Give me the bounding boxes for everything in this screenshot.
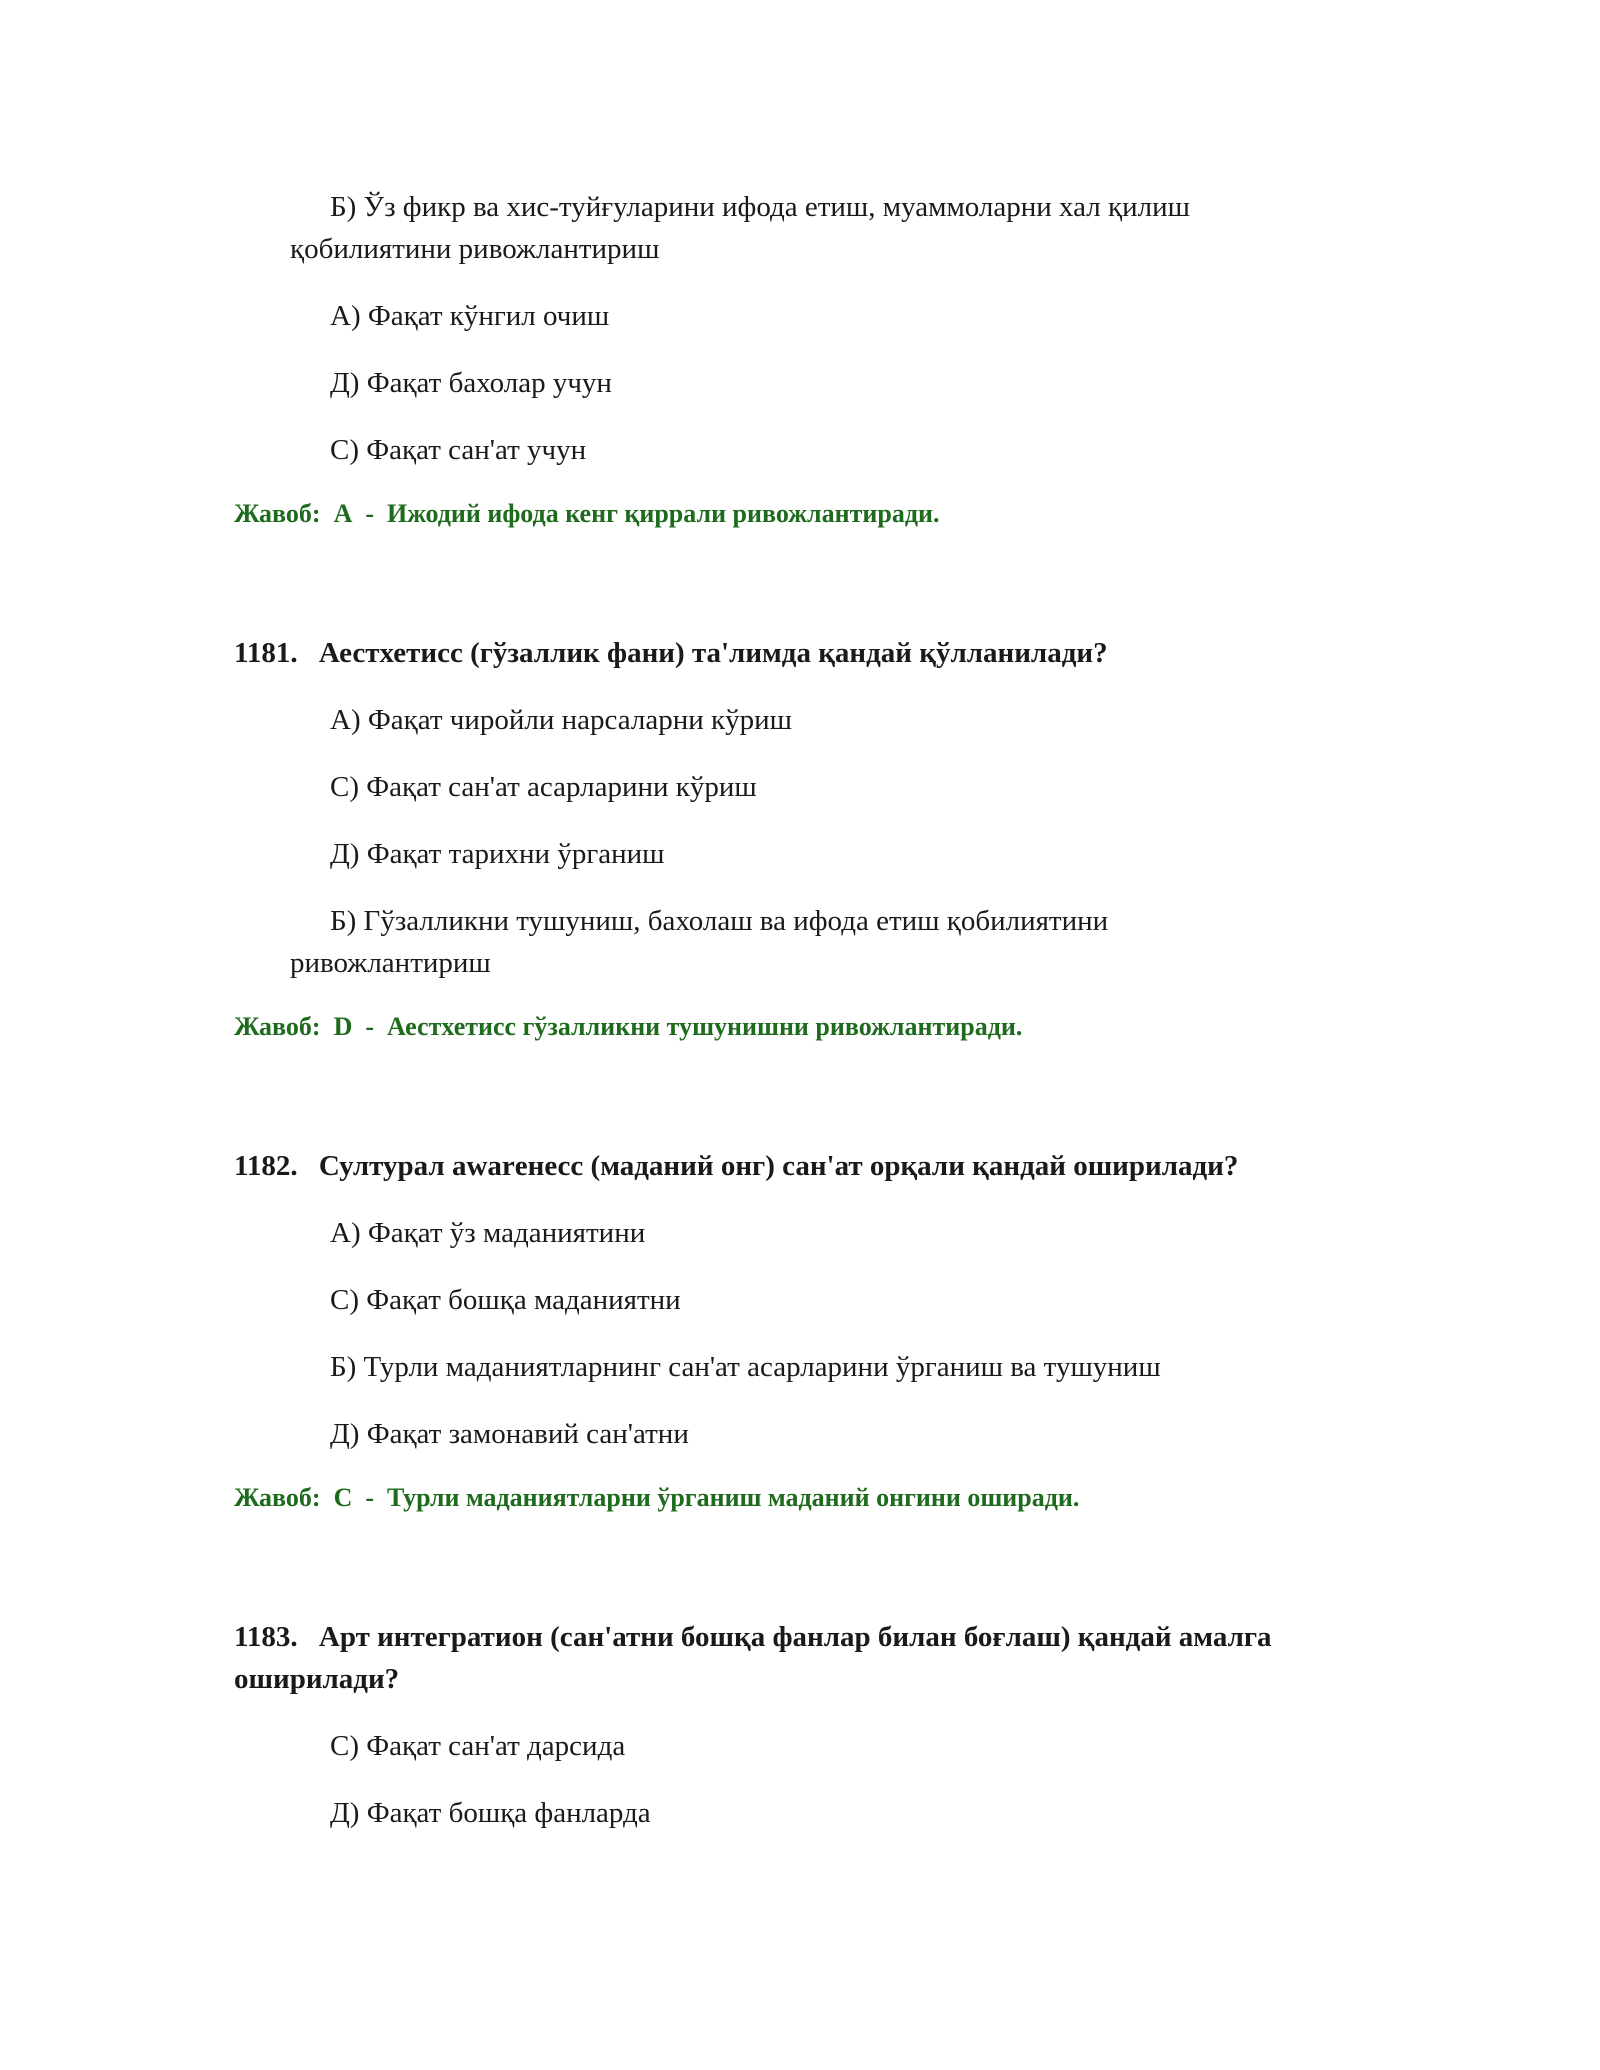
option-d: Д) Фақат бошқа фанларда xyxy=(330,1797,651,1829)
question-block-1180 xyxy=(234,186,1360,532)
question-block-1181 xyxy=(234,632,1360,1045)
option-c: С) Фақат бошқа маданиятни xyxy=(330,1284,681,1316)
option-d: Д) Фақат бахолар учун xyxy=(330,367,612,399)
answer-letter: C xyxy=(333,1483,353,1512)
option-line: Б) Ўз фикр ва хис-туйғуларини ифода етиш, муаммоларни хал қилиш xyxy=(330,191,1190,223)
answer-line: Жавоб: D - Аестхетисс гўзалликни тушунишни ривожлантиради. xyxy=(234,1012,1023,1041)
spacer xyxy=(234,1045,1360,1145)
option-c: С) Фақат сан'ат учун xyxy=(330,434,587,466)
question-heading xyxy=(234,1145,1360,1187)
question-text: Аестхетисс (гўзаллик фани) та'лимда қандай қўлланилади? xyxy=(318,637,1108,669)
option-a: А) Фақат кўнгил очиш xyxy=(330,300,610,332)
question-heading xyxy=(234,1616,1360,1700)
answer-explanation: Ижодий ифода кенг қиррали ривожлантиради. xyxy=(387,499,940,528)
option-b xyxy=(234,900,1360,984)
option-b xyxy=(234,186,1360,270)
option-d: Д) Фақат замонавий сан'атни xyxy=(330,1418,689,1450)
question-number: 1182. xyxy=(234,1150,298,1182)
option-line: Б) Гўзалликни тушуниш, бахолаш ва ифода етиш қобилиятини xyxy=(330,905,1109,937)
answer-explanation: Аестхетисс гўзалликни тушунишни ривожлантиради. xyxy=(387,1012,1023,1041)
question-text: Арт интегратион (сан'атни бошқа фанлар билан боғлаш) қандай амалга оширилади? xyxy=(234,1621,1272,1695)
answer-label: Жавоб: xyxy=(234,499,321,528)
answer-explanation: Турли маданиятларни ўрганиш маданий онгини оширади. xyxy=(387,1483,1080,1512)
answer-line: Жавоб: C - Турли маданиятларни ўрганиш маданий онгини оширади. xyxy=(234,1483,1080,1512)
option-d: Д) Фақат тарихни ўрганиш xyxy=(330,838,665,870)
answer-label: Жавоб: xyxy=(234,1012,321,1041)
option-line-continued: қобилиятини ривожлантириш xyxy=(290,233,660,265)
option-b: Б) Турли маданиятларнинг сан'ат асарларини ўрганиш ва тушуниш xyxy=(330,1351,1161,1383)
spacer xyxy=(234,532,1360,632)
option-line-continued: ривожлантириш xyxy=(290,947,491,979)
question-block-1182 xyxy=(234,1145,1360,1516)
answer-letter: A xyxy=(333,499,353,528)
option-c: С) Фақат сан'ат дарсида xyxy=(330,1730,626,1762)
answer-line: Жавоб: A - Ижодий ифода кенг қиррали ривожлантиради. xyxy=(234,499,940,528)
option-c: С) Фақат сан'ат асарларини кўриш xyxy=(330,771,757,803)
answer-letter: D xyxy=(333,1012,353,1041)
option-a: А) Фақат ўз маданиятини xyxy=(330,1217,646,1249)
question-number: 1181. xyxy=(234,637,298,669)
answer-label: Жавоб: xyxy=(234,1483,321,1512)
question-text: Султурал awarенесс (маданий онг) сан'ат орқали қандай оширилади? xyxy=(318,1150,1239,1182)
question-heading xyxy=(234,632,1360,674)
question-number: 1183. xyxy=(234,1621,298,1653)
option-a: А) Фақат чиройли нарсаларни кўриш xyxy=(330,704,792,736)
spacer xyxy=(234,1516,1360,1616)
question-block-1183 xyxy=(234,1616,1360,1834)
